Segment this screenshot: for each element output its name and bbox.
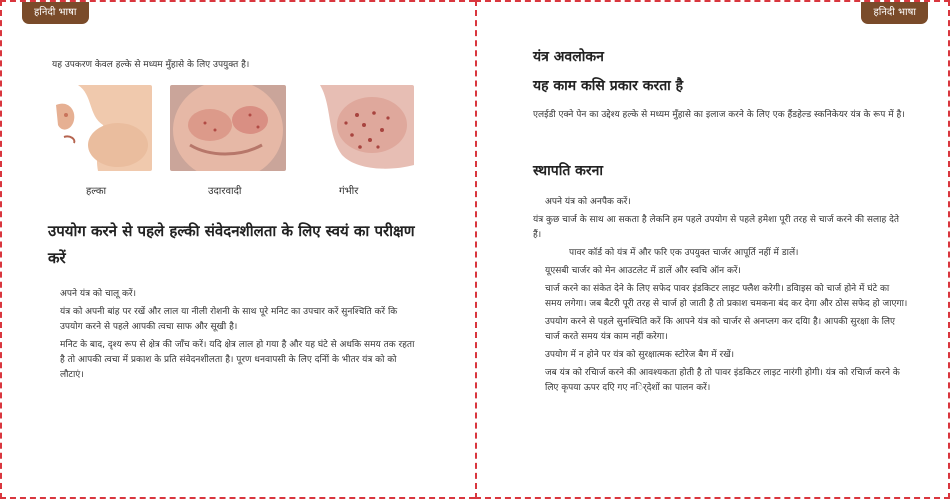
- setup-paragraph: चार्ज करने का संकेत देने के लिए सफेद पावर इंडकिटर लाइट फ्लैश करेगी। डवािइस को चार्ज होने में घंटे का समय लगेगा। जब बैटरी पूरी तरह से चार्ज हो जाती है तो प्रकाश चमकना बंद कर देगा और ठोस सफेद हो जाएगा।: [545, 284, 908, 309]
- intro-text: यह उपकरण केवल हल्के से मध्यम मुँहासे के लिए उपयुक्त है।: [52, 60, 250, 70]
- instruction-paragraph: अपने यंत्र को चालू करें।: [60, 289, 137, 299]
- sensitivity-test-body: [48, 287, 418, 386]
- language-tab: हनिदी भाषा: [22, 2, 89, 24]
- setup-paragraph: अपने यंत्र को अनपैक करें।: [545, 197, 631, 207]
- instruction-paragraph: मनिट के बाद, दृश्य रूप से क्षेत्र की जाँच करें। यदि क्षेत्र लाल हो गया है और यह घंटे से अधकि समय तक रहता है तो आपकी त्वचा में प्रकाश के प्रति संवेदनशीलता है। पूरण धनवापसी के लिए दनिों के भीतर यंत्र को को लौटाएं।: [60, 340, 415, 380]
- caption-severe: गंभीर: [339, 186, 359, 197]
- language-tab: हनिदी भाषा: [861, 2, 928, 24]
- severe-acne-photo: [302, 85, 414, 171]
- sensitivity-test-heading: उपयोग करने से पहले हल्की संवेदनशीलता के लिए स्वयं का परीक्षण करें: [48, 222, 415, 267]
- setup-paragraph: यूएसबी चार्जर को मेन आउटलेट में डालें और स्वचि ऑन करें।: [545, 266, 741, 276]
- instruction-paragraph: यंत्र को अपनी बांह पर रखें और लाल या नीली रोशनी के साथ पूरे मनिट का उपचार करें सुनश्चिति करें कि उपयोग करने से पहले आपकी त्वचा साफ और सूखी है।: [60, 307, 398, 332]
- setup-paragraph: यंत्र कुछ चार्ज के साथ आ सकता है लेकनि हम पहले उपयोग से पहले हमेशा पूरी तरह से चार्ज करने की सलाह देते हैं।: [533, 215, 899, 240]
- caption-moderate: उदारवादी: [208, 186, 242, 197]
- setup-heading: स्थापति करना: [533, 163, 604, 179]
- device-overview-heading: यंत्र अवलोकन: [533, 49, 604, 65]
- setup-paragraph: पावर कॉर्ड को यंत्र में और फरि एक उपयुक्त चार्जर आपूर्ति नहीं में डालें।: [569, 248, 799, 258]
- setup-body: [533, 195, 908, 399]
- caption-mild: हल्का: [86, 186, 107, 197]
- how-it-works-heading: यह काम कसि प्रकार करता है: [533, 78, 684, 94]
- setup-paragraph: उपयोग करने से पहले सुनश्चिति करें कि आपने यंत्र को चार्जर से अनप्लग कर दयिा है। आपकी सुरक्षा के लिए चार्ज करते समय यंत्र काम नहीं करेगा।: [545, 317, 895, 342]
- setup-paragraph: जब यंत्र को रचिार्ज करने की आवश्यकता होती है तो पावर इंडकिटर लाइट नारंगी होगी। यंत्र को रचिार्ज करने के लिए कृपया ऊपर दएि गए नर्िदेशों का पालन करें।: [545, 368, 900, 393]
- mild-acne-photo: [48, 85, 152, 171]
- moderate-acne-photo: [170, 85, 286, 171]
- setup-paragraph: उपयोग में न होने पर यंत्र को सुरक्षात्मक स्टोरेज बैग में रखें।: [545, 350, 734, 360]
- overview-text: एलईडी एक्ने पेन का उद्देश्य हल्के से मध्यम मुँहासे का इलाज करने के लिए एक हैंडहेल्ड स्कनिकेयर यंत्र के रूप में है।: [533, 110, 905, 120]
